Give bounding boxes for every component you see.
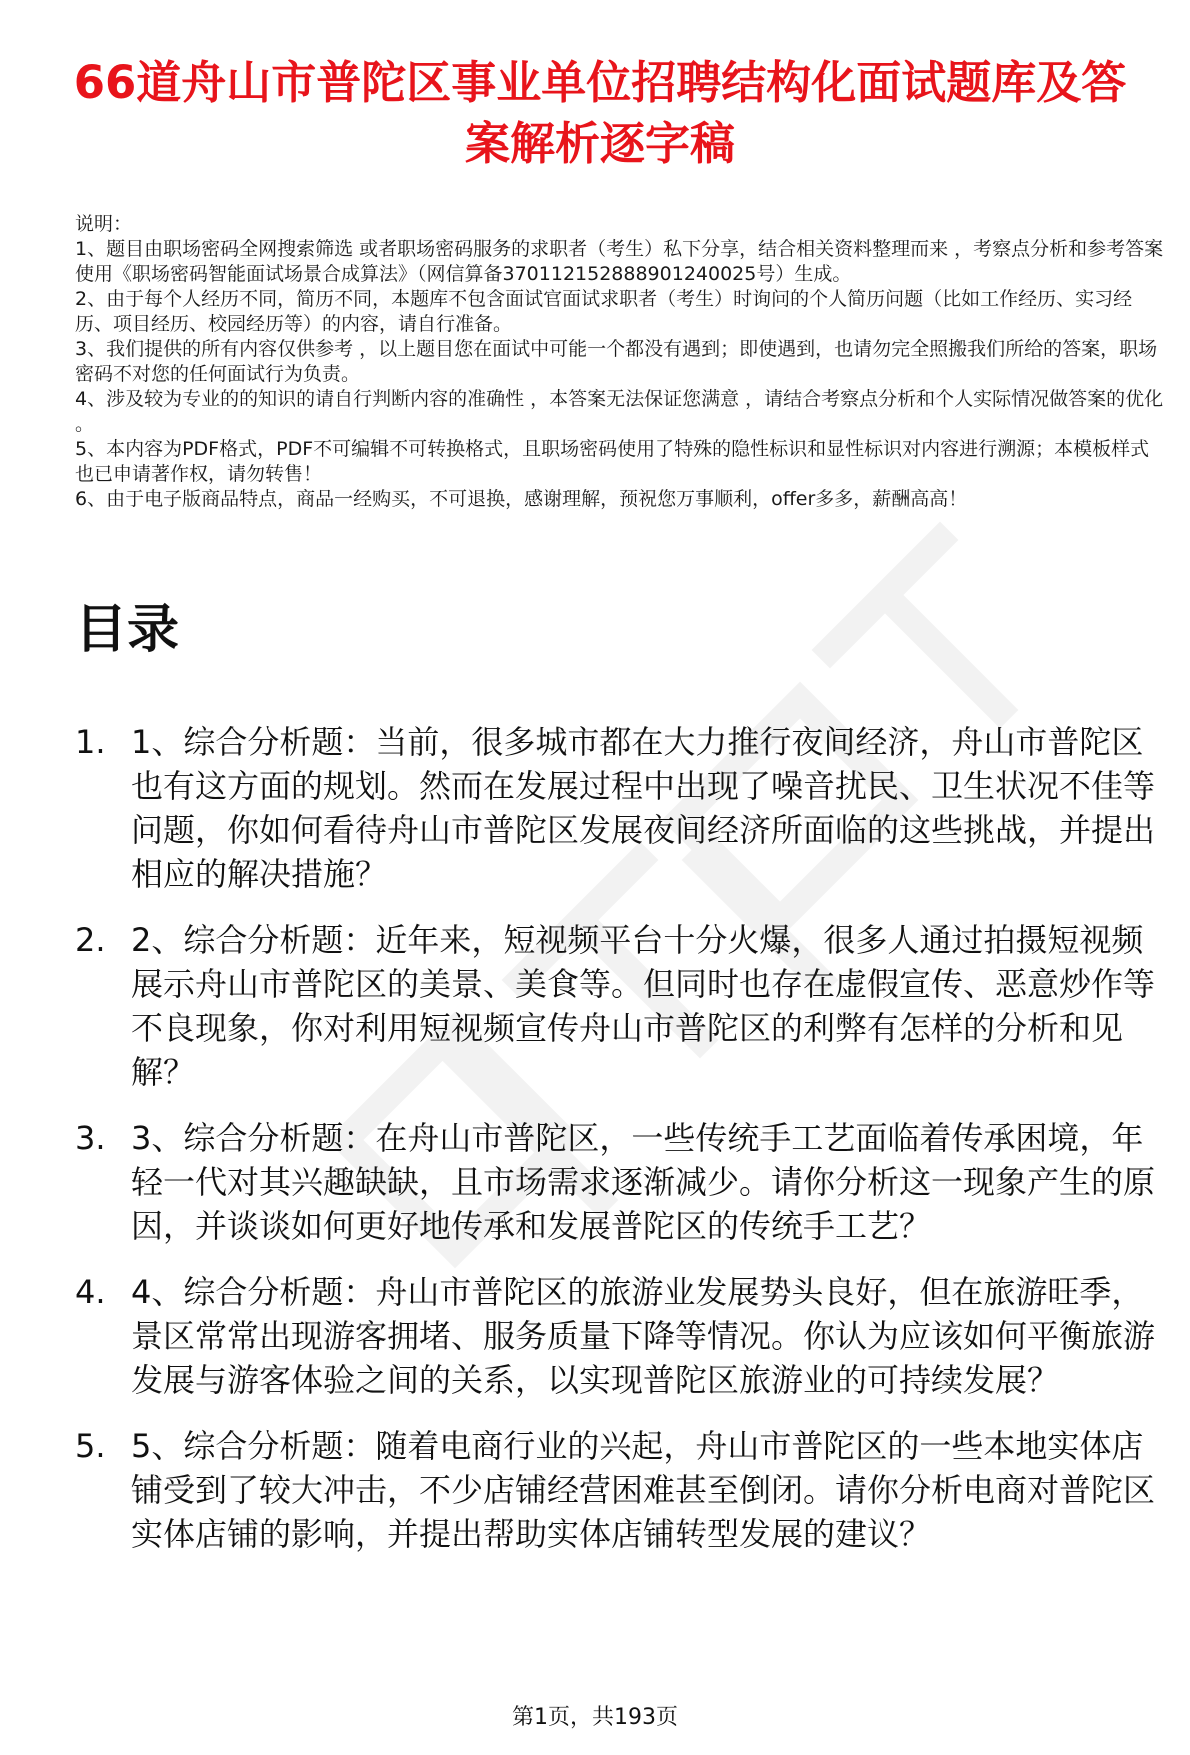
note-item: 2、由于每个人经历不同，简历不同，本题库不包含面试官面试求职者（考生）时询问的个人简历问题（比如工作经历、实习经历、项目经历、校园经历等）的内容，请自行准备。 <box>75 288 1133 335</box>
toc-item-text: 5、综合分析题：随着电商行业的兴起，舟山市普陀区的一些本地实体店铺受到了较大冲击，不少店铺经营困难甚至倒闭。请你分析电商对普陀区实体店铺的影响，并提出帮助实体店铺转型发展的建议？ <box>131 1427 1156 1553</box>
document-title: 66道舟山市普陀区事业单位招聘结构化面试题库及答案解析逐字稿 <box>73 56 1127 170</box>
toc-item-text: 2、综合分析题：近年来，短视频平台十分火爆，很多人通过拍摄短视频展示舟山市普陀区的美景、美食等。但同时也存在虚假宣传、恶意炒作等不良现象，你对利用短视频宣传舟山市普陀区的利弊有怎样的分析和见解？ <box>131 921 1156 1091</box>
toc-heading: 目录 <box>75 600 180 660</box>
notes-section <box>75 212 1165 512</box>
notes-heading: 说明： <box>75 213 133 235</box>
toc-item[interactable] <box>75 1270 1170 1402</box>
toc-item[interactable] <box>75 1424 1170 1556</box>
toc-item-number: 5. <box>75 1427 106 1465</box>
note-item: 6、由于电子版商品特点，商品一经购买，不可退换，感谢理解，预祝您万事顺利，offer多多，薪酬高高！ <box>75 488 968 510</box>
toc-item[interactable] <box>75 720 1170 896</box>
toc-item[interactable] <box>75 1116 1170 1248</box>
toc-item-text: 3、综合分析题：在舟山市普陀区，一些传统手工艺面临着传承困境，年轻一代对其兴趣缺缺，且市场需求逐渐减少。请你分析这一现象产生的原因，并谈谈如何更好地传承和发展普陀区的传统手工艺？ <box>131 1119 1156 1245</box>
toc-item-number: 2. <box>75 921 106 959</box>
note-item: 3、我们提供的所有内容仅供参考 ，以上题目您在面试中可能一个都没有遇到；即使遇到，也请勿完全照搬我们所给的答案，职场密码不对您的任何面试行为负责。 <box>75 338 1158 385</box>
page-number: 第1页，共193页 <box>512 1705 678 1730</box>
note-item: 4、涉及较为专业的的知识的请自行判断内容的准确性 ，本答案无法保证您满意 ，请结合考察点分析和个人实际情况做答案的优化 。 <box>75 388 1164 435</box>
toc-item-number: 3. <box>75 1119 106 1157</box>
toc-item-text: 4、综合分析题：舟山市普陀区的旅游业发展势头良好，但在旅游旺季，景区常常出现游客拥堵、服务质量下降等情况。你认为应该如何平衡旅游发展与游客体验之间的关系，以实现普陀区旅游业的可持续发展？ <box>131 1273 1156 1399</box>
note-item: 5、本内容为PDF格式，PDF不可编辑不可转换格式，且职场密码使用了特殊的隐性标识和显性标识对内容进行溯源；本模板样式也已申请著作权，请勿转售！ <box>75 438 1150 485</box>
toc-item-text: 1、综合分析题：当前，很多城市都在大力推行夜间经济，舟山市普陀区也有这方面的规划。然而在发展过程中出现了噪音扰民、卫生状况不佳等问题，你如何看待舟山市普陀区发展夜间经济所面临的这些挑战，并提出相应的解决措施？ <box>131 723 1156 893</box>
toc-item-number: 1. <box>75 723 106 761</box>
toc-item-number: 4. <box>75 1273 106 1311</box>
note-item: 1、题目由职场密码全网搜索筛选 或者职场密码服务的求职者（考生）私下分享，结合相关资料整理而来 ，考察点分析和参考答案使用《职场密码智能面试场景合成算法》（网信算备370112152888901240025号）生成。 <box>75 238 1164 285</box>
toc-list <box>75 720 1170 1578</box>
toc-item[interactable] <box>75 918 1170 1094</box>
